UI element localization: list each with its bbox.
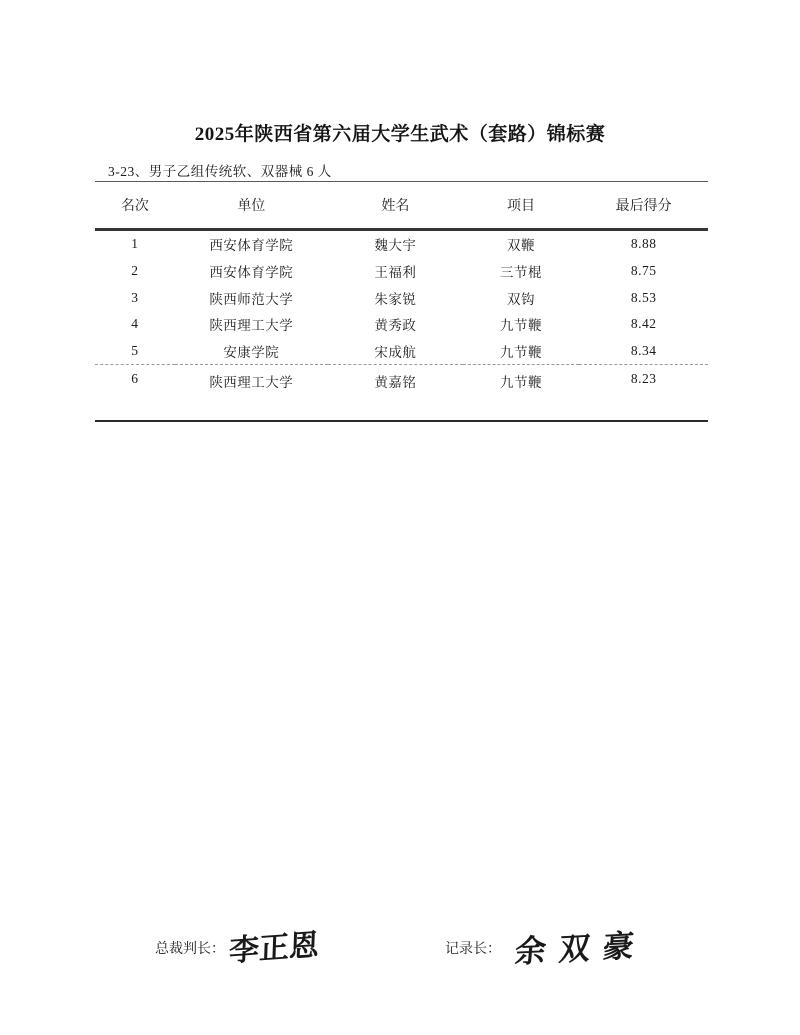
results-table bbox=[95, 181, 708, 422]
cell-unit: 陕西师范大学 bbox=[209, 291, 294, 307]
column-header-name: 姓名 bbox=[328, 182, 463, 230]
cell-event: 三节棍 bbox=[500, 265, 543, 281]
table-row bbox=[95, 365, 708, 422]
column-header-final-score: 最后得分 bbox=[579, 182, 708, 230]
cell-score: 8.34 bbox=[579, 338, 708, 365]
cell-event: 九节鞭 bbox=[463, 338, 579, 365]
recorder-signature: 余双豪 bbox=[513, 927, 649, 970]
cell-rank: 6 bbox=[95, 365, 175, 422]
cell-score: 8.88 bbox=[630, 236, 657, 252]
cell-rank: 1 bbox=[131, 236, 139, 252]
cell-event: 九节鞭 bbox=[500, 318, 543, 334]
cell-score: 8.23 bbox=[579, 365, 708, 422]
cell-rank: 3 bbox=[131, 289, 139, 305]
page-title: 2025年陕西省第六届大学生武术（套路）锦标赛 bbox=[194, 124, 606, 145]
recorder-block bbox=[445, 912, 647, 968]
recorder-label: 记录长： bbox=[445, 942, 501, 957]
event-section-label: 3-23、男子乙组传统软、双器械 6 人 bbox=[108, 164, 332, 179]
chief-referee-label: 总裁判长： bbox=[155, 942, 225, 957]
cell-unit: 陕西理工大学 bbox=[175, 365, 328, 422]
table-row bbox=[95, 338, 708, 365]
cell-rank: 5 bbox=[95, 338, 175, 365]
chief-referee-signature: 李正恩 bbox=[228, 928, 320, 969]
table-row bbox=[95, 311, 708, 338]
cell-name: 王福利 bbox=[374, 265, 417, 281]
table-row bbox=[95, 258, 708, 285]
cell-unit: 西安体育学院 bbox=[209, 238, 294, 254]
cell-score: 8.53 bbox=[630, 289, 657, 305]
cell-event: 双鞭 bbox=[507, 238, 536, 254]
cell-name: 黄秀政 bbox=[374, 318, 417, 334]
table-header-row bbox=[95, 182, 708, 230]
column-header-unit: 单位 bbox=[175, 182, 328, 230]
cell-name: 朱家锐 bbox=[374, 291, 417, 307]
column-header-rank: 名次 bbox=[95, 182, 175, 230]
table-row bbox=[95, 284, 708, 311]
column-header-event: 项目 bbox=[463, 182, 579, 230]
cell-unit: 西安体育学院 bbox=[209, 265, 294, 281]
cell-event: 双钩 bbox=[507, 291, 536, 307]
cell-event: 九节鞭 bbox=[463, 365, 579, 422]
cell-name: 黄嘉铭 bbox=[328, 365, 463, 422]
cell-name: 宋成航 bbox=[328, 338, 463, 365]
chief-referee-block bbox=[155, 918, 319, 968]
cell-unit: 安康学院 bbox=[175, 338, 328, 365]
table-row bbox=[95, 230, 708, 258]
cell-rank: 4 bbox=[131, 316, 139, 332]
cell-name: 魏大宇 bbox=[374, 238, 417, 254]
cell-score: 8.42 bbox=[630, 316, 657, 332]
cell-rank: 2 bbox=[131, 263, 139, 279]
cell-unit: 陕西理工大学 bbox=[209, 318, 294, 334]
cell-score: 8.75 bbox=[630, 263, 657, 279]
